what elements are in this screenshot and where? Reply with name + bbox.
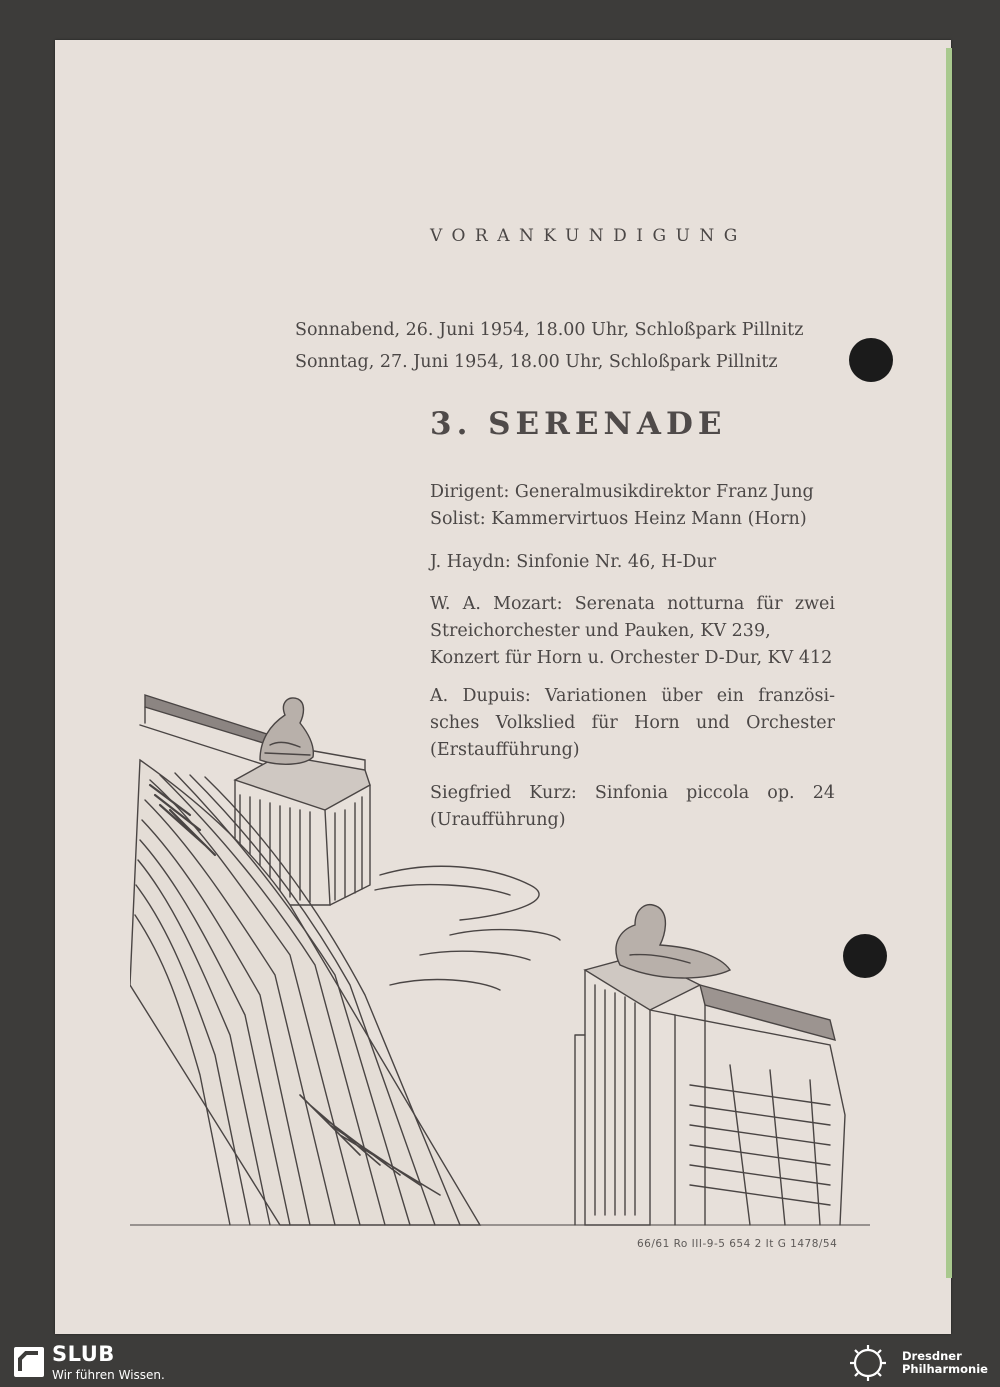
program-line: W. A. Mozart: Serenata notturna für zwei bbox=[430, 594, 835, 614]
program-line: (Erstaufführung) bbox=[430, 740, 580, 760]
paper-edge bbox=[946, 48, 952, 1278]
program-line: Konzert für Horn u. Orchester D-Dur, KV 412 bbox=[430, 648, 833, 668]
date-line-sunday: Sonntag, 27. Juni 1954, 18.00 Uhr, Schloßpark Pillnitz bbox=[295, 352, 778, 372]
slub-tagline: Wir führen Wissen. bbox=[52, 1368, 165, 1382]
program-line: Streichorchester und Pauken, KV 239, bbox=[430, 621, 771, 641]
program-mozart bbox=[430, 591, 835, 672]
partner-name-line1: Dresdner bbox=[902, 1349, 962, 1363]
conductor-line: Dirigent: Generalmusikdirektor Franz Jung bbox=[430, 482, 814, 502]
pillnitz-stairs-illustration bbox=[130, 685, 870, 1245]
announcement-heading: VORANKUNDIGUNG bbox=[430, 226, 747, 246]
slub-logo-icon bbox=[12, 1345, 46, 1379]
program-line: A. Dupuis: Variationen über ein französi- bbox=[430, 686, 835, 706]
dresdner-philharmonie-logo-icon bbox=[843, 1342, 893, 1384]
slub-name: SLUB bbox=[52, 1342, 115, 1366]
performers-block bbox=[430, 479, 835, 533]
punch-hole-top bbox=[849, 338, 893, 382]
program-line: J. Haydn: Sinfonie Nr. 46, H-Dur bbox=[430, 552, 717, 572]
program-line: sches Volkslied für Horn und Orchester bbox=[430, 713, 835, 733]
partner-name bbox=[902, 1350, 988, 1376]
program-haydn bbox=[430, 549, 835, 576]
partner-name-line2: Philharmonie bbox=[902, 1362, 988, 1376]
viewer-footer bbox=[0, 1338, 1000, 1387]
concert-title: 3. SERENADE bbox=[430, 406, 727, 442]
print-code: 66/61 Ro III-9-5 654 2 It G 1478/54 bbox=[637, 1238, 838, 1250]
date-line-saturday: Sonnabend, 26. Juni 1954, 18.00 Uhr, Schloßpark Pillnitz bbox=[295, 320, 804, 340]
program-line: (Uraufführung) bbox=[430, 810, 566, 830]
soloist-line: Solist: Kammervirtuos Heinz Mann (Horn) bbox=[430, 509, 807, 529]
program-line: Siegfried Kurz: Sinfonia piccola op. 24 bbox=[430, 783, 835, 803]
